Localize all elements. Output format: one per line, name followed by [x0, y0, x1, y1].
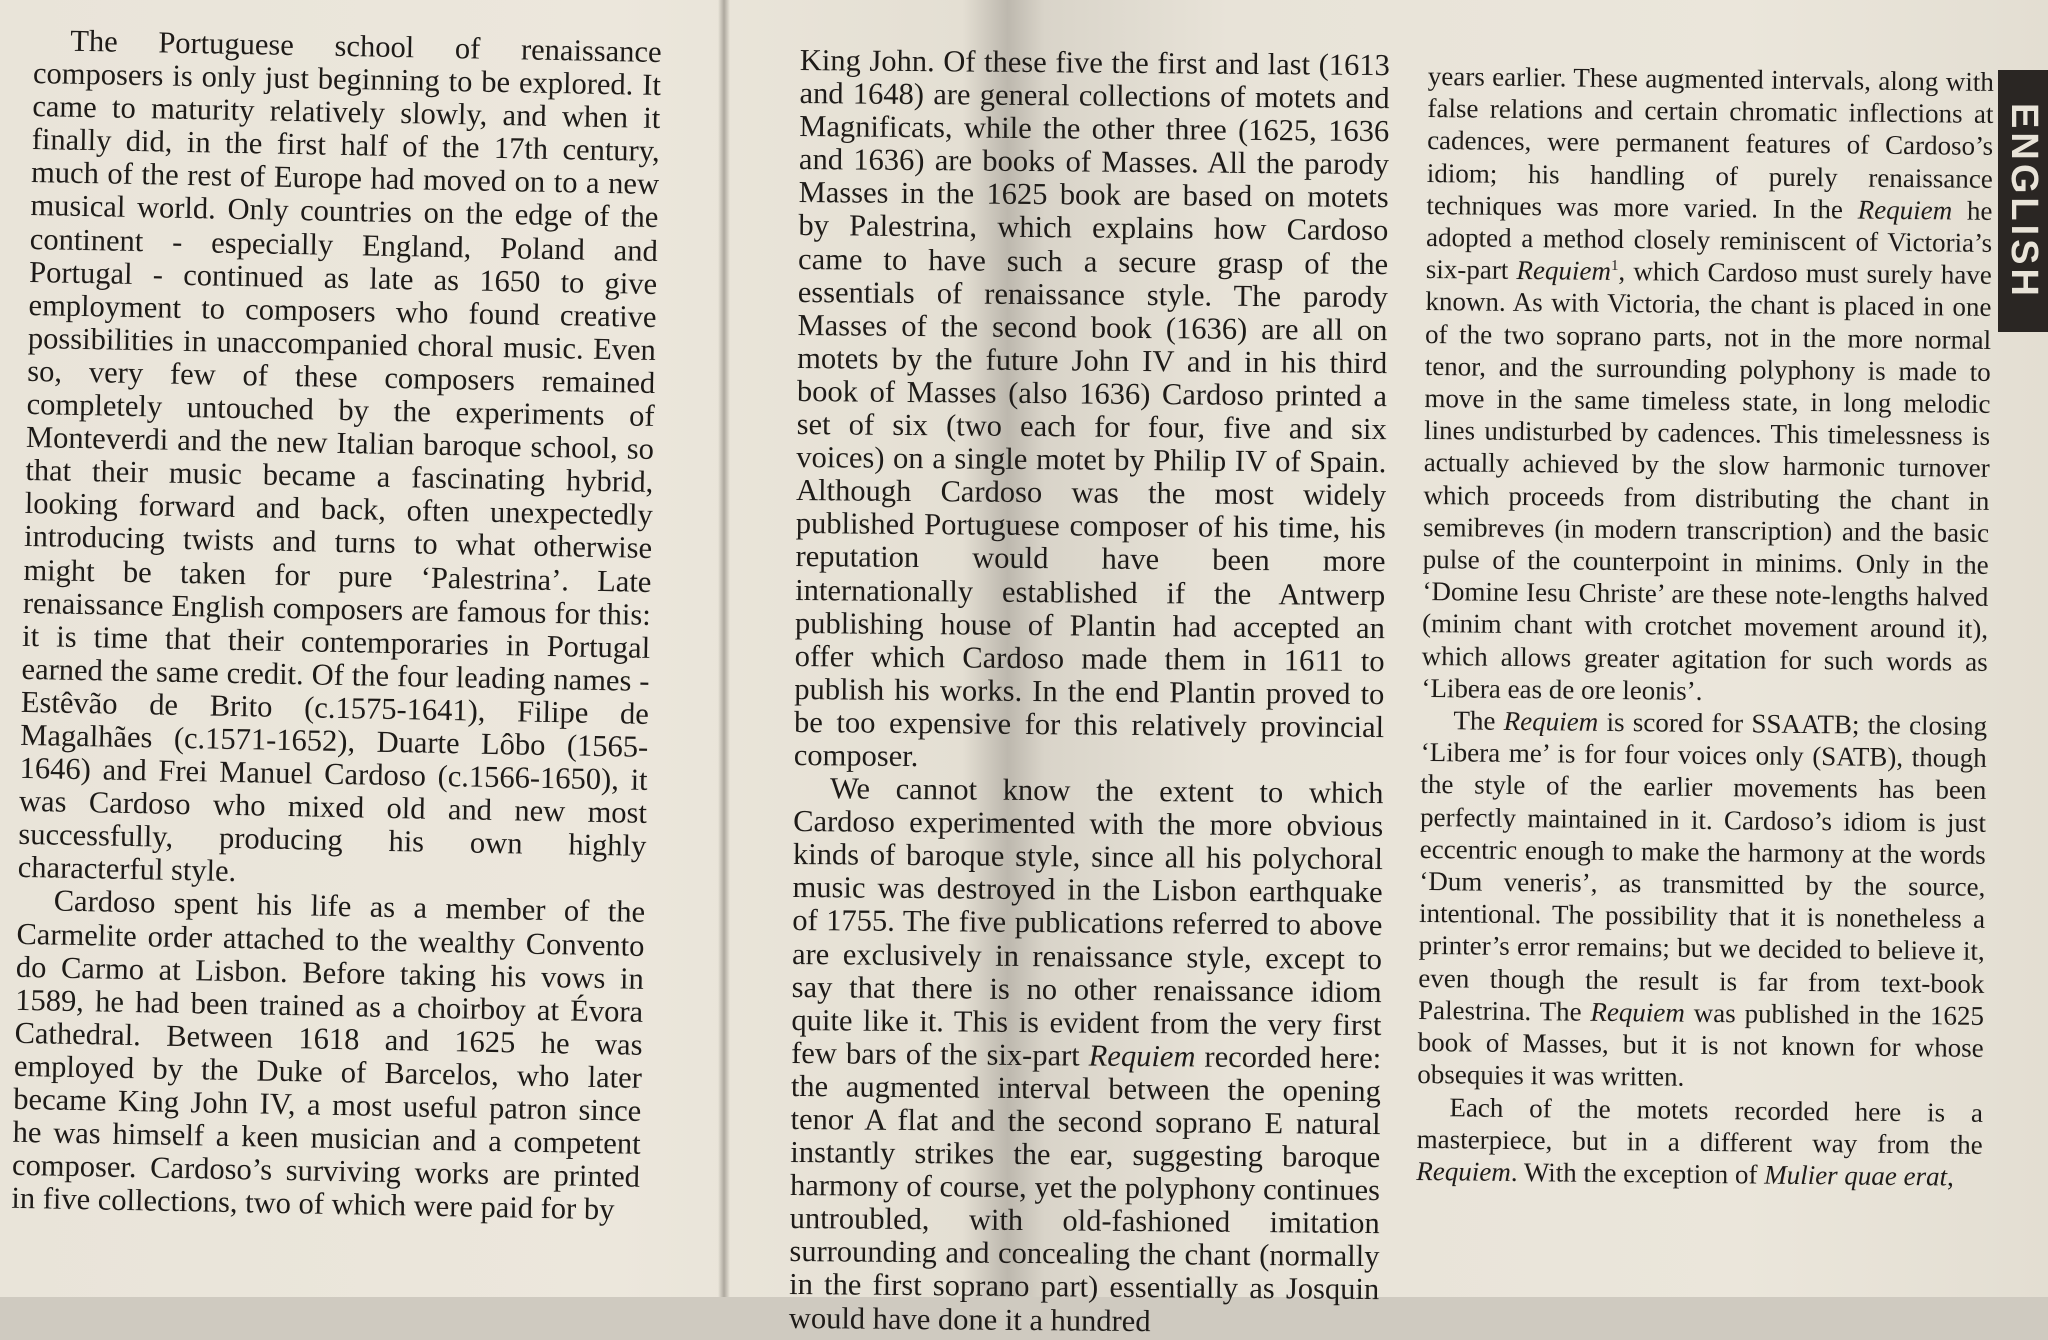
paragraph-motets [1416, 1090, 1983, 1193]
paragraph-scoring [1417, 704, 1987, 1096]
footnote-marker: 1 [1610, 258, 1619, 275]
middle-column [789, 44, 1390, 1340]
text-run: was published in the 1625 book of Masses, but it is not known for whose obsequies it was written. [1417, 997, 1985, 1093]
requiem-title: Requiem [1416, 1155, 1511, 1187]
paragraph-augmented-intervals [1421, 60, 1994, 710]
language-tab [1998, 70, 2048, 332]
text-run: recorded here: the augmented interval between the opening tenor A flat and the second soprano E natural instantly strikes the ear, suggesting baroque harmony of course, yet the polyphony continues untroubled, with old-fashioned imitation surrounding and concealing the chant (normally in the first soprano part) essentially as Josquin would have done it a hundred [788, 1039, 1382, 1338]
paragraph-portuguese-school: The Portuguese school of renaissance composers is only just beginning to be explored. It came to maturity relatively slowly, and when it finally did, in the first half of the 17th century, much of the rest of Europe had moved on to a new musical world. Only countries on the edge of the continent - especially England, Poland and Portugal - continued as late as 1650 to give employment to composers who found creative possibilities in unaccompanied choral music. Even so, very few of these composers remained completely untouched by the experiments of Monteverdi and the new Italian baroque school, so that their music became a fascinating hybrid, looking forward and back, often unexpectedly introducing twists and turns to what otherwise might be taken for pure ‘Palestrina’. Late renaissance English composers are famous for this: it is time that their contemporaries in Portugal earned the same credit. Of the four leading names - Estêvão de Brito (c.1575-1641), Filipe de Magalhães (c.1571-1652), Duarte Lôbo (1565-1646) and Frei Manuel Cardoso (c.1566-1650), it was Cardoso who mixed old and new most successfully, producing his own highly characterful style. [17, 23, 662, 889]
requiem-title: Requiem [1857, 194, 1953, 226]
paragraph-cardoso-life: Cardoso spent his life as a member of the Carmelite order attached to the wealthy Convento do Carmo at Lisbon. Before taking his vows in 1589, he had been trained as a choirboy at Évora Cathedral. Between 1618 and 1625 he was employed by the Duke of Barcelos, who later became King John IV, a most useful patron since he was himself a keen musician and a competent composer. Cardoso’s surviving works are printed in five collections, two of which were paid for by [11, 883, 646, 1227]
text-run: . With the exception of [1510, 1156, 1765, 1190]
text-run: The [1453, 705, 1504, 736]
requiem-title: Requiem [1503, 705, 1599, 737]
language-tab-label: ENGLISH [2002, 102, 2045, 300]
right-column [1416, 60, 1994, 1193]
text-run: We cannot know the extent to which Cardoso experimented with the more obvious kinds of baroque style, since all his polychoral music was destroyed in the Lisbon earthquake of 1755. The five publications referred to above are exclusively in renaissance style, except to say that there is no other renaissance idiom quite like it. This is evident from the very first few bars of the six-part [791, 771, 1384, 1073]
text-run: , [1946, 1161, 1955, 1192]
motet-title: Mulier quae erat [1764, 1159, 1948, 1192]
left-page-column [11, 24, 662, 1227]
text-run: , which Cardoso must surely have known. As with Victoria, the chant is placed in one of the two soprano parts, not in the more normal tenor, and the surrounding polyphony is made to move in the same timeless state, in long melodic lines undisturbed by cadences. This timelessness is actually achieved by the slow harmonic turnover which proceeds from distributing the chant in semibreves (in modern transcription) and the basic pulse of the counterpoint in minims. Only in the ‘Domine Iesu Christe’ are these note-lengths halved (minim chant with crotchet movement around it), which allows greater agitation for such words as ‘Libera eas de ore leonis’. [1421, 256, 1992, 706]
text-run: Each of the motets recorded here is a masterpiece, but in a different way from the [1416, 1091, 1984, 1160]
requiem-title: Requiem [1088, 1038, 1196, 1074]
text-run: he adopted a method closely reminiscent of Victoria’s six-part [1425, 195, 1993, 286]
text-run: years earlier. These augmented intervals, along with false relations and certain chromatic inflections at cadences, were permanent features of Cardoso’s idiom; his handling of purely renaissance techniques was more varied. In the [1426, 60, 1994, 225]
paragraph-king-john: King John. Of these five the first and last (1613 and 1648) are general collections of motets and Magnificats, while the other three (1625, 1636 and 1636) are books of Masses. All the parody Masses in the 1625 book are based on motets by Palestrina, which explains how Cardoso came to have such a secure grasp of the essentials of renaissance style. The parody Masses of the second book (1636) are all on motets by the future John IV and in his third book of Masses (also 1636) Cardoso printed a set of six (two each for four, five and six voices) on a single motet by Philip IV of Spain. Although Cardoso was the most widely published Portuguese composer of his time, his reputation would have been more internationally established if the Antwerp publishing house of Plantin had accepted an offer which Cardoso made them in 1611 to publish his works. In the end Plantin proved to be too expensive for this relatively provincial composer. [793, 43, 1390, 774]
paragraph-baroque-style [789, 772, 1384, 1340]
text-run: is scored for SSAATB; the closing ‘Libera me’ is for four voices only (SATB), though the style of the earlier movements has been perfectly maintained in it. Cardoso’s idiom is just eccentric enough to make the harmony at the words ‘Dum veneris’, as transmitted by the source, intentional. The possibility that it is nonetheless a printer’s error remains; but we decided to believe it, even though the result is far from text-book Palestrina. The [1417, 706, 1988, 1027]
requiem-title: Requiem [1516, 255, 1612, 287]
requiem-title: Requiem [1590, 996, 1686, 1028]
page-fold [718, 0, 730, 1297]
